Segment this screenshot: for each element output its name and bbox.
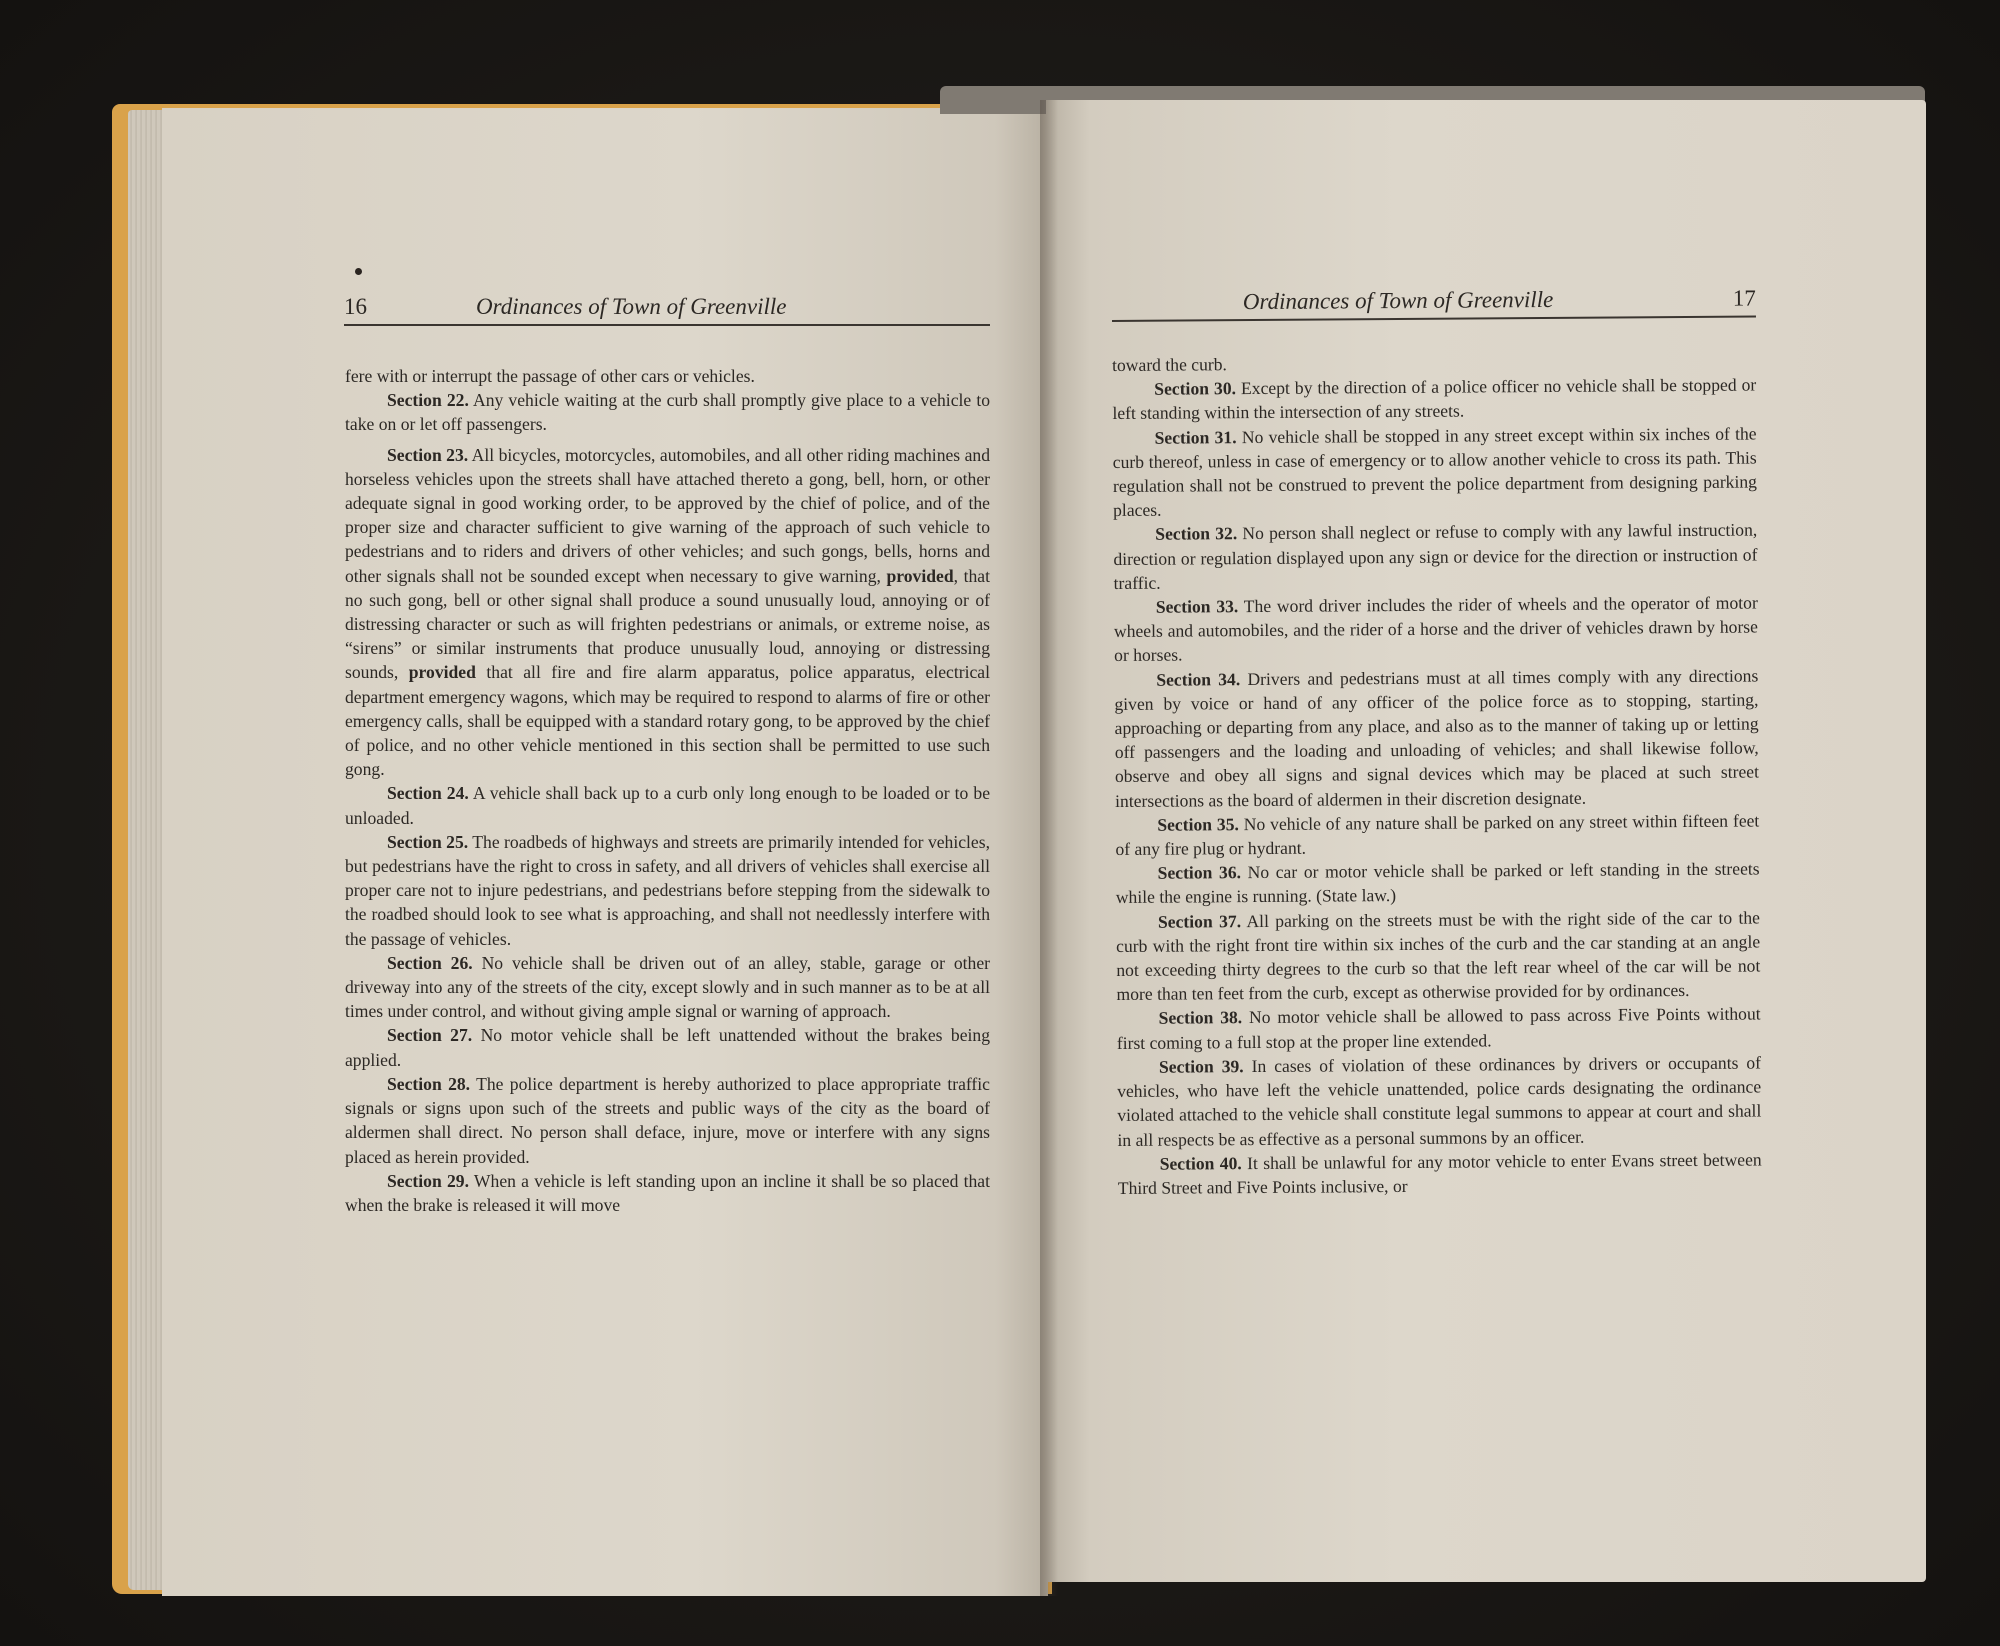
- paragraph: Section 35. No vehicle of any nature shall be parked on any street within fifteen feet of any fire plug or hydrant.: [1115, 810, 1760, 860]
- paragraph: Section 33. The word driver includes the rider of wheels and the operator of motor wheels and automobiles, and the rider of a horse and the driver of vehicles drawn by horse or horses.: [1113, 592, 1758, 666]
- paragraph: Section 37. All parking on the streets must be with the right side of the car to the curb with the right front tire within six inches of the curb and the car standing at an angle not exceeding thirty degrees to the curb so that the left rear wheel of the car will be not more than ten feet from the curb, except as otherwise provided for by ordinances.: [1116, 907, 1761, 1005]
- paragraph: Section 23. All bicycles, motorcycles, automobiles, and all other riding machines and horseless vehicles upon the streets shall have attached thereto a gong, bell, horn, or other adequate signal in good working order, to be approved by the chief of police, and of the proper size and character sufficient to give warning of the approach of such vehicle to pedestrians and to riders and drivers of other vehicles; and such gongs, bells, horns and other signals shall not be sounded except when necessary to give warning, provided, that no such gong, bell or other signal shall produce a sound unusually loud, annoying or of distressing character or such as will frighten pedestrians or animals, or extreme noise, as “sirens” or similar instruments that produce unusually loud, annoying or distressing sounds, provided that all fire and fire alarm apparatus, police apparatus, electrical department emergency wagons, which may be required to respond to alarms of fire or other emergency calls, shall be equipped with a standard rotary gong, to be approved by the chief of police, and no other vehicle mentioned in this section shall be permitted to use such gong.: [345, 444, 990, 780]
- paragraph: Section 36. No car or motor vehicle shall be parked or left standing in the streets while the engine is running. (State law.): [1115, 858, 1760, 908]
- paragraph: Section 38. No motor vehicle shall be allowed to pass across Five Points without first coming to a full stop at the proper line extended.: [1116, 1003, 1761, 1053]
- ink-speck: [355, 268, 362, 275]
- paragraph: Section 32. No person shall neglect or refuse to comply with any lawful instruction, direction or regulation displayed upon any sign or device for the direction or instruction of traffic.: [1113, 519, 1758, 593]
- left-page-body: [345, 364, 990, 1217]
- paragraph: toward the curb.: [1112, 354, 1227, 375]
- paragraph: Section 25. The roadbeds of highways and streets are primarily intended for vehicles, but pedestrians have the right to cross in safety, and all drivers of vehicles shall exercise all proper care not to injure pedestrians, and pedestrians before stepping from the sidewalk to the roadbed should look to see what is approaching, and shall not needlessly interfere with the passage of vehicles.: [345, 831, 990, 949]
- paragraph: Section 26. No vehicle shall be driven out of an alley, stable, garage or other driveway into any of the streets of the city, except slowly and in such manner as to be at all times under control, and without giving ample signal or warning of approach.: [345, 952, 991, 1022]
- paragraph: Section 30. Except by the direction of a police officer no vehicle shall be stopped or left standing within the intersection of any streets.: [1112, 374, 1757, 424]
- paragraph: Section 40. It shall be unlawful for any motor vehicle to enter Evans street between Third Street and Five Points inclusive, or: [1117, 1149, 1762, 1198]
- paragraph: Section 31. No vehicle shall be stopped in any street except within six inches of the curb thereof, unless in case of emergency or to allow another vehicle to cross its path. This regulation shall not be construed to prevent the police department from designing parking places.: [1112, 423, 1757, 521]
- right-page-header: [1112, 282, 1756, 322]
- paragraph: Section 28. The police department is hereby authorized to place appropriate traffic signals or signs upon such of the streets and public ways of the city as the board of aldermen shall direct. No person shall deface, injure, move or interfere with any signs placed as herein provided.: [345, 1073, 990, 1167]
- paragraph: Section 24. A vehicle shall back up to a curb only long enough to be loaded or to be unloaded.: [345, 783, 991, 828]
- paragraph: Section 29. When a vehicle is left standing upon an incline it shall be so placed that when the brake is released it will move: [345, 1170, 990, 1215]
- book-gutter: [1040, 100, 1058, 1596]
- left-running-title: Ordinances of Town of Greenville: [476, 294, 787, 319]
- paragraph: fere with or interrupt the passage of other cars or vehicles.: [345, 366, 755, 386]
- left-page-header: [344, 290, 990, 326]
- right-page-number: 17: [1732, 285, 1756, 311]
- paragraph: Section 39. In cases of violation of these ordinances by drivers or occupants of vehicles, who have left the vehicle unattended, police cards designating the ordinance violated attached to the vehicle shall constitute legal summons to appear at court and shall in all respects be as effective as a personal summons by an officer.: [1117, 1052, 1762, 1150]
- paragraph: Section 34. Drivers and pedestrians must at all times comply with any directions given by voice or hand of any officer of the police force as to stopping, starting, approaching or departing from any place, and also as to the manner of taking up or letting off passengers and the loading and unloading of vehicles; and shall likewise follow, observe and obey all signs and signal devices which may be placed at such street intersections as the board of aldermen in their discretion designate.: [1114, 665, 1760, 811]
- paragraph: Section 22. Any vehicle waiting at the curb shall promptly give place to a vehicle to take on or let off passengers.: [345, 390, 991, 435]
- right-running-title: Ordinances of Town of Greenville: [1242, 286, 1554, 315]
- paragraph: Section 27. No motor vehicle shall be left unattended without the brakes being applied.: [345, 1025, 991, 1070]
- right-page-body: [1112, 349, 1762, 1201]
- left-page-number: 16: [344, 294, 367, 319]
